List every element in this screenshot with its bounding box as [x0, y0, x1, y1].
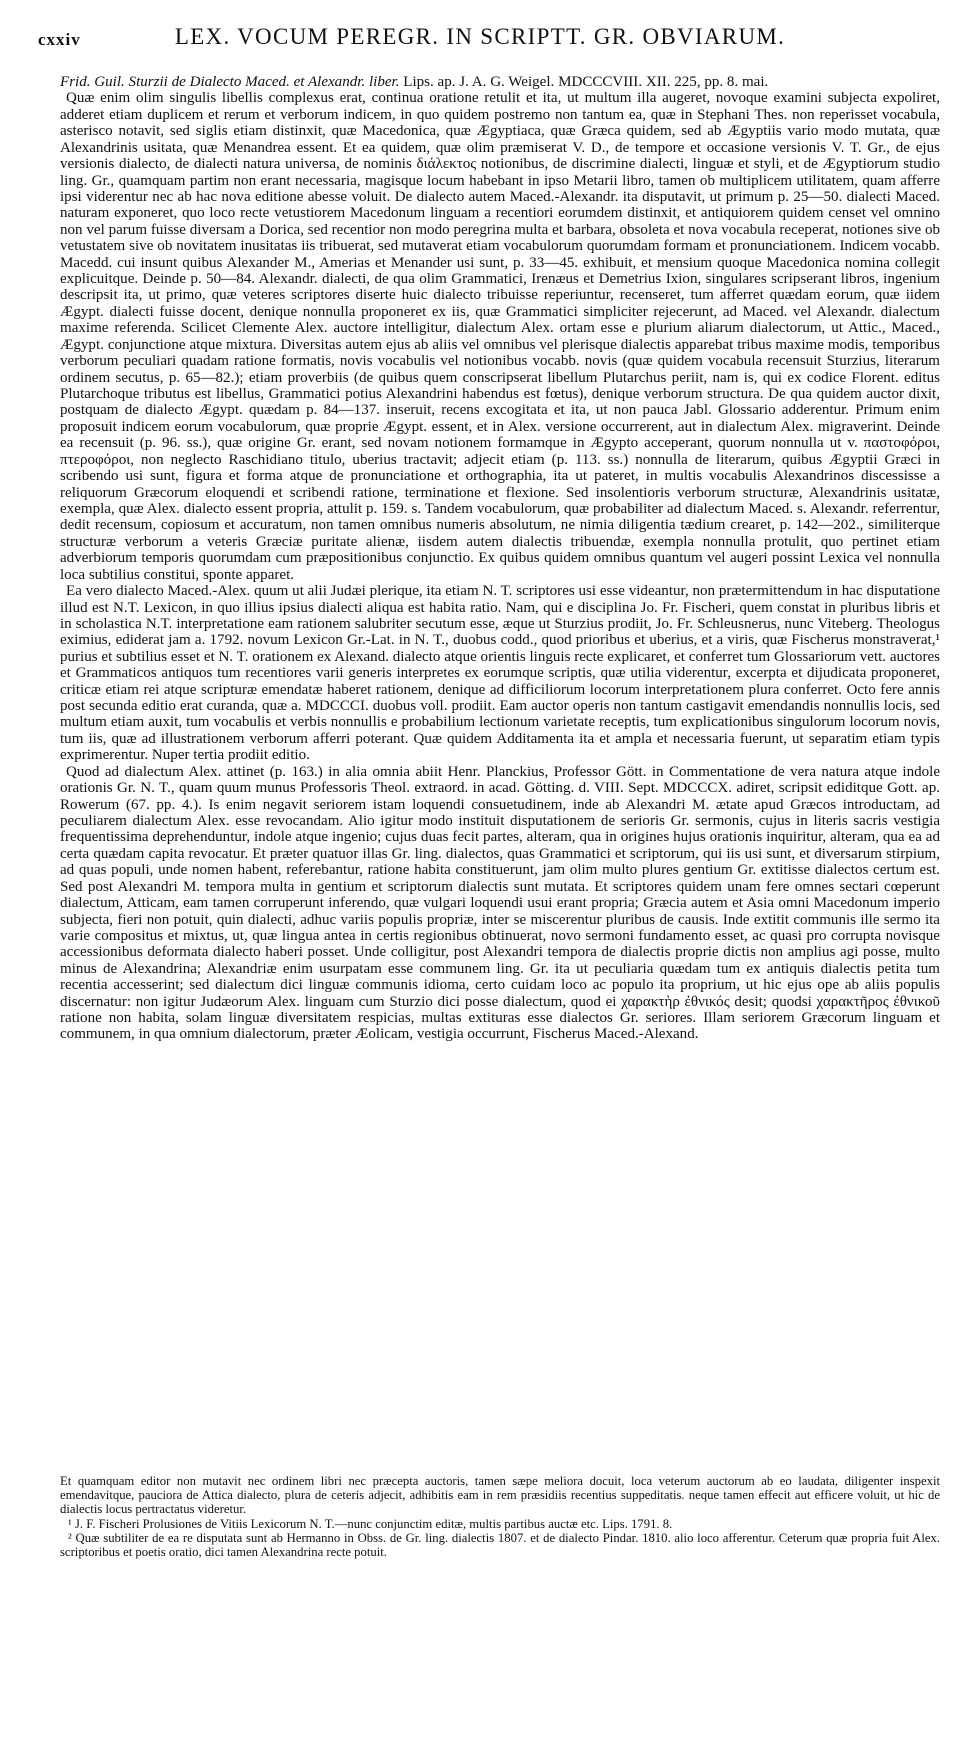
- running-title: LEX. VOCUM PEREGR. IN SCRIPTT. GR. OBVIARUM.: [174, 24, 786, 49]
- bibliographic-entry: [60, 74, 940, 90]
- page-number: cxxiv: [38, 30, 81, 49]
- main-text: [60, 74, 940, 1043]
- footnote-1: ¹ J. F. Fischeri Prolusiones de Vitiis Lexicorum N. T.—nunc conjunctim editæ, multis partibus auctæ etc. Lips. 1791. 8.: [68, 1516, 673, 1531]
- editor-note: Et quamquam editor non mutavit nec ordinem libri nec præcepta auctoris, tamen sæpe meliora docuit, loca veterum auctorum ab eo laudata, diligenter inspexit emendavitque, pauciora de Attica dialecto, plura de ceteris adjecit, adhibitis eam in rem præsidiis recentius suppeditatis. neque tamen effecit aut efficere voluit, ut hic de dialectis locus pertractatus videretur.: [60, 1474, 940, 1517]
- footnotes: [60, 1474, 940, 1559]
- footnote-2: ² Quæ subtiliter de ea re disputata sunt ab Hermanno in Obss. de Gr. ling. dialectis 1807. et de dialecto Pindar. 1810. alio loco afferentur. Ceterum quæ propria fuit Alex. scriptoribus et poetis oratio, dici tamen Alexandrina recte potuit.: [60, 1530, 940, 1560]
- page-header: [38, 24, 922, 58]
- paragraph-1: Quæ enim olim singulis libellis complexus erat, continua oratione retulit et ita, ut multum illa augeret, novoque examini subjecta expoliret, adderet etiam duplicem et rerum et verborum indicem, in quo quidem postremo non tantum ea, quæ in Stephani Thes. non reperisset vocabula, asterisco notavit, sed siglis etiam distinxit, quæ Macedonica, quæ Ægyptiaca, quæ Græca quidem, sed ab Ægyptiis vario modo mutata, quæ Alexandrinis usitata, quæ Menandrea essent. Et ea quidem, quæ olim præmiserat V. D., de tempore et occasione versionis V. T. Gr., de ejus versionis dialecto, de dialecti natura universa, de nominis διάλεκτος notionibus, de discrimine dialecti, linguæ et styli, et de Ægyptiorum studio ling. Gr., quamquam partim non erant necessaria, magisque locum habebant in ipso Metarii libro, tamen ob multiplicem utilitatem, quam afferre ipsi viderentur nec ab hac nova editione abesse voluit. De dialecto autem Maced.-Alexandr. ita disputavit, ut primum p. 25—50. dialecti Maced. naturam exponeret, quo loco recte vetustiorem Macedonum linguam a recentiori eorumdem distinxit, et antiquiorem quidem censet vel omnino non vel parum fuisse diversam a Dorica, sed recentior non modo peregrina multa et barbara, obsoleta et nova vocabula receperat, notiones sive ob vetustatem sive ob novitatem inusitatas iis tribuerat, sed mutaverat etiam vocabulorum quorumdam formam et pronunciationem. Indicem vocabb. Macedd. cui insunt quibus Alexander M., Amerias et Menander usi sunt, p. 33—45. exhibuit, et mensium quoque Macedonica nomina collegit explicuitque. Deinde p. 50—84. Alexandr. dialecti, de qua olim Grammatici, Irenæus et Demetrius Ixion, singulares scripserant libros, ingenium descripsit ita, ut primo, quæ veteres scriptores diserte huic dialecto tribuisse reperiuntur, recenseret, tum afferret quædam eorum, quæ iidem Ægypt. dialecti fuisse docent, denique nonnulla proponeret ex iis, quæ Grammatici simpliciter rejecerunt, ad Maced. vel Alexandr. dialectum maxime referenda. Scilicet Clemente Alex. auctore intelligitur, dialectum Alex. ortam esse e plurium aliarum dialectorum, ut Attic., Maced., Ægypt. conjunctione atque mixtura. Diversitas autem ejus ab aliis vel omnibus vel plerisque dialectis apparebat tribus maxime modis, temporibus verborum peculiari quadam ratione formatis, novis vocabulis vel notionibus vocabb. novis (quæ quidem vocabula recensuit Sturzius, literarum ordinem secutus, p. 65—82.); etiam proverbiis (de quibus quem conscripserat libellum Plutarchus periit, nam is, qui ex codice Florent. editus Plutarchoque tributus est libellus, Grammatici potius Alexandrini habendus est fœtus), denique verborum structura. De qua quidem auctor dixit, postquam de dialecto Ægypt. quædam p. 84—137. inseruit, recens excogitata et ita, ut non pauca Jabl. Glossario adderentur. Primum enim proposuit indicem eorum vocabulorum, quæ proprie Ægypt. essent, et in Alex. versione occurrerent, aut in dialectum Alex. migraverint. Deinde ea recensuit (p. 96. ss.), quæ origine Gr. erant, sed novam notionem formamque in Ægypto acceperant, quorum nonnulla ut v. παστοφόροι, πτεροφόροι, non neglecto Raschidiano titulo, uberius tractavit; adjecit etiam (p. 113. ss.) nonnulla de literarum, quibus Ægyptii Græci in scribendo usi sunt, figura et forma atque de pronunciatione et orthographia, ita ut pateret, in multis vocabulis Alexandrinos discessisse a reliquorum Græcorum eloquendi et scribendi ratione, terminatione et flexione. Sed insolentioris verborum structuræ, Alexandrinis usitatæ, exempla, quæ Alex. dialecto essent propria, attulit p. 159. s. Tandem vocabulorum, quæ probabiliter ad dialectum Maced. s. Alexandr. referrentur, dedit recensum, copiosum et accuratum, non tamen omnibus numeris absolutum, ne nimia diligentia tædium crearet, p. 142—202., similiterque structuræ verborum a veteris Græciæ puritate alienæ, iisdem autem dialectis tribuendæ, exempla nonnulla protulit, quo pertinet etiam adverbiorum temporis quorumdam cum præpositionibus conjunctio. Ex quibus quidem omnibus quantum vel augeri possint Lexica vel nonnulla loca subtilius constitui, sponte apparet.: [60, 90, 940, 583]
- paragraph-2: Ea vero dialecto Maced.-Alex. quum ut alii Judæi plerique, ita etiam N. T. scriptores usi esse videantur, non prætermittendum in hac disputatione illud est N.T. Lexicon, in quo illius ipsius dialecti aliqua est habita ratio. Nam, qui e disciplina Jo. Fr. Fischeri, quem constat in pluribus libris et in scholastica N.T. interpretatione eam rationem salubriter secutum esse, æque ut Sturzius prodiit, Jo. Fr. Schleusnerus, nunc Viteberg. Theologus eximius, ediderat jam a. 1792. novum Lexicon Gr.-Lat. in N. T., duobus codd., quod prioribus et uberius, et a viris, quæ Fischerus monstraverat,¹ purius et subtilius esset et N. T. orationem ex Alexand. dialecto atque orientis linguis recte explicaret, et conferret tum Glossariorum vett. auctores et Grammaticos antiquos tum recentiores varii generis interpretes ex eorumque scriptis, quæ utilia viderentur, excerpta et dijudicata proponeret, criticæ etiam rei atque scripturæ emendatæ haberet rationem, denique ad difficiliorum locorum interpretationem plura conferret. Octo fere annis post secunda editio erat curanda, quæ a. MDCCCI. duobus voll. prodiit. Eam auctor operis non tantum castigavit emendandis nonnullis locis, sed multum etiam auxit, tum vocabulis et verbis nonnullis e probabilium lectionum varietate receptis, tum explicationibus singulorum locorum novis, tum iis, quæ ad illustrationem verborum afferri poterant. Quæ quidem Additamenta ita et ampla et necessaria fuerunt, ut separatim etiam typis exprimerentur. Nuper tertia prodiit editio.: [60, 583, 940, 764]
- entry-author-title: Frid. Guil. Sturzii de Dialecto Maced. et Alexandr. liber.: [60, 74, 400, 90]
- paragraph-3: Quod ad dialectum Alex. attinet (p. 163.) in alia omnia abiit Henr. Planckius, Professor Gött. in Commentatione de vera natura atque indole orationis Gr. N. T., quam quum munus Professoris Theol. extraord. in acad. Götting. d. VIII. Sept. MDCCCX. adiret, scripsit ediditque Gott. ap. Rowerum (67. pp. 4.). Is enim negavit seriorem istam loquendi consuetudinem, inde ab Alexandri M. ætate apud Græcos introductam, ad peculiarem dialectum Alex. esse revocandam. Alio igitur modo instituit disputationem de serioris Gr. sermonis, cujus in literis sacris vestigia frequentissima deprehenduntur, indole atque ingenio; cujus duas fecit partes, alteram, qua in origines hujus orationis inquiritur, alteram, qua ea ad certa quædam capita revocatur. Et præter quatuor illas Gr. ling. dialectos, quas Grammatici et scriptorum, qui iis usi sunt, et diversarum stirpium, ad quas populi, unde nomen habent, referebantur, ratione habita constituerunt, jam olim multo plures gentium Gr. extitisse dialectos certum est. Sed post Alexandri M. tempora multa in gentium et scriptorum dialectis sunt mutata. Et scriptores quidem unam fere omnes sectari cœperunt dialectum, Atticam, eam tamen corruperunt inferendo, quæ vulgari loquendi usui erant propria; Græcia autem et Asia omni Macedonum imperio subjecta, fieri non potuit, quin dialecti, adhuc variis populis propriæ, inter se miscerentur pluribus de causis. Inde extitit communis ille sermo ita varie compositus et mixtus, ut, quæ lingua antea in certis regionibus obtinuerat, novo sermoni fundamento esset, ac quasi pro corrupta novisque accessionibus deformata dialecto haberi posset. Unde colligitur, post Alexandri tempora de dialectis proprie dictis non amplius agi posse, multo minus de Alexandrina; Alexandriæ enim usurpatam esse communem ling. Gr. ita ut peculiaria quædam tum ex antiquis dialectis petita tum recentia accesserint; sed dialectum dici linguæ communis idioma, certo cuidam loco ac populo ita proprium, ut hic ejus ope ab aliis populis discernatur: non igitur Judæorum Alex. linguam cum Sturzio dici posse dialectum, quod ei χαρακτὴρ ἐθνικός desit; quodsi χαρακτῆρος ἐθνικοῦ ratione non habita, solam linguæ diversitatem respicias, multas extituras esse dialectos Gr. seriores. Illam seriorem Græcorum linguam et communem, in qua omnium dialectorum, præter Æolicam, vestigia occurrunt, Fischerus Maced.-Alexand.: [60, 763, 940, 1043]
- entry-imprint: Lips. ap. J. A. G. Weigel. MDCCCVIII. XII. 225, pp. 8. mai.: [403, 74, 769, 90]
